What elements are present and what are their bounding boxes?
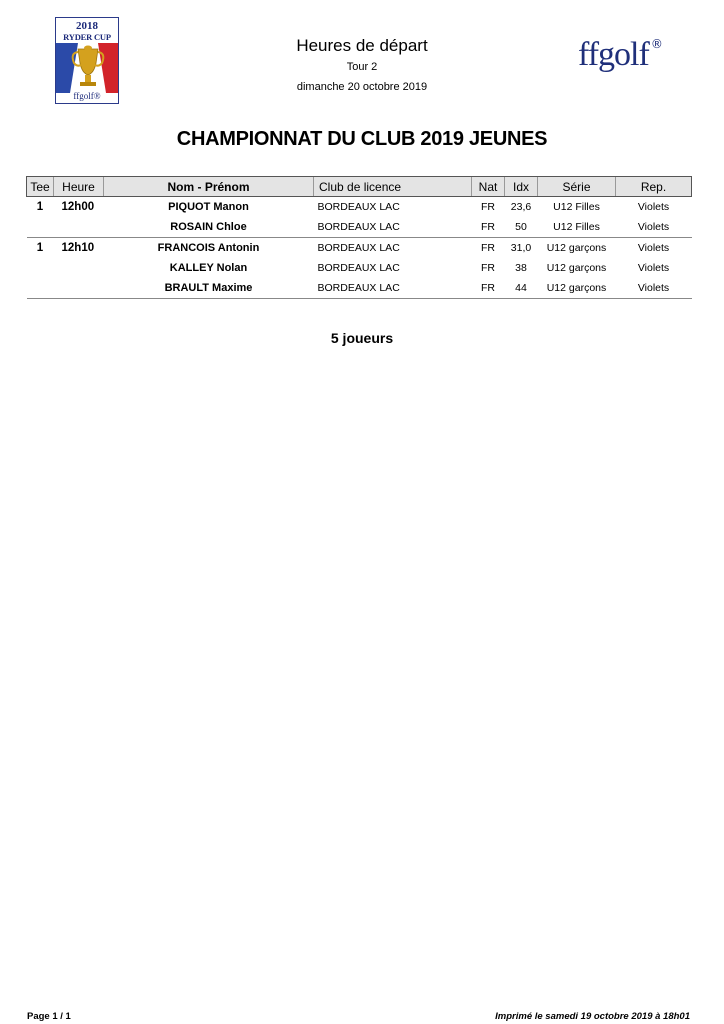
idx-cell: 44 xyxy=(505,278,538,299)
idx-cell: 50 xyxy=(505,217,538,238)
players-count: 5 joueurs xyxy=(330,330,394,346)
club-cell: BORDEAUX LAC xyxy=(317,242,400,254)
serie-cell: U12 garçons xyxy=(538,278,616,299)
heure-cell xyxy=(54,258,104,278)
heure-cell xyxy=(54,278,104,299)
club-cell: BORDEAUX LAC xyxy=(314,278,472,299)
player-name: PIQUOT Manon xyxy=(168,201,249,213)
heure-cell: 12h00 xyxy=(61,201,95,213)
col-header-nom: Nom - Prénom xyxy=(104,177,314,197)
idx-cell: 31,0 xyxy=(510,242,532,254)
nat-cell: FR xyxy=(472,217,505,238)
rep-cell: Violets xyxy=(637,242,670,254)
player-name: BRAULT Maxime xyxy=(104,278,314,299)
round-label: Tour 2 xyxy=(346,61,378,73)
nat-cell: FR xyxy=(481,262,495,274)
ffgolf-logo-text: ffgolf xyxy=(578,36,649,73)
rep-cell: Violets xyxy=(616,217,692,238)
col-header-nat: Nat xyxy=(472,177,505,197)
col-header-club: Club de licence xyxy=(314,177,472,197)
tee-cell: 1 xyxy=(36,242,44,254)
ryder-cup-year: 2018 xyxy=(76,20,98,32)
serie-cell: U12 Filles xyxy=(553,201,600,213)
rep-cell: Violets xyxy=(637,262,670,274)
page-title: Heures de départ xyxy=(296,36,428,55)
table-row xyxy=(27,258,692,278)
player-name: KALLEY Nolan xyxy=(169,262,248,274)
tee-cell: 1 xyxy=(36,201,44,213)
club-cell: BORDEAUX LAC xyxy=(317,262,400,274)
ffgolf-logo xyxy=(578,36,662,73)
printed-timestamp: Imprimé le samedi 19 octobre 2019 à 18h01 xyxy=(495,1011,690,1022)
table-row xyxy=(27,278,692,299)
table-row xyxy=(27,197,692,218)
rep-cell: Violets xyxy=(637,201,670,213)
col-header-tee: Tee xyxy=(27,177,54,197)
registered-mark-icon: ® xyxy=(650,37,662,51)
table-header-row xyxy=(27,177,692,197)
rep-cell: Violets xyxy=(616,278,692,299)
col-header-serie: Série xyxy=(538,177,616,197)
tee-cell xyxy=(27,217,54,238)
idx-cell: 23,6 xyxy=(510,201,532,213)
nat-cell: FR xyxy=(481,201,495,213)
table-row xyxy=(27,217,692,238)
col-header-heure: Heure xyxy=(54,177,104,197)
club-cell: BORDEAUX LAC xyxy=(317,201,400,213)
event-title: CHAMPIONNAT DU CLUB 2019 JEUNES xyxy=(176,128,548,150)
club-cell: BORDEAUX LAC xyxy=(314,217,472,238)
ryder-cup-name: RYDER CUP xyxy=(63,32,111,42)
serie-cell: U12 Filles xyxy=(538,217,616,238)
serie-cell: U12 garçons xyxy=(546,242,607,254)
table-row xyxy=(27,238,692,259)
serie-cell: U12 garçons xyxy=(546,262,607,274)
round-date: dimanche 20 octobre 2019 xyxy=(296,81,428,93)
idx-cell: 38 xyxy=(515,262,527,274)
col-header-idx: Idx xyxy=(505,177,538,197)
tee-cell xyxy=(27,258,54,278)
nat-cell: FR xyxy=(472,278,505,299)
col-header-rep: Rep. xyxy=(616,177,692,197)
page-number: Page 1 / 1 xyxy=(27,1011,71,1022)
heure-cell xyxy=(54,217,104,238)
tee-cell xyxy=(27,278,54,299)
start-times-table xyxy=(26,176,692,299)
heure-cell: 12h10 xyxy=(61,242,95,254)
ryder-cup-sponsor: ffgolf® xyxy=(73,91,101,101)
player-name: ROSAIN Chloe xyxy=(104,217,314,238)
player-name: FRANCOIS Antonin xyxy=(157,242,260,254)
nat-cell: FR xyxy=(481,242,495,254)
